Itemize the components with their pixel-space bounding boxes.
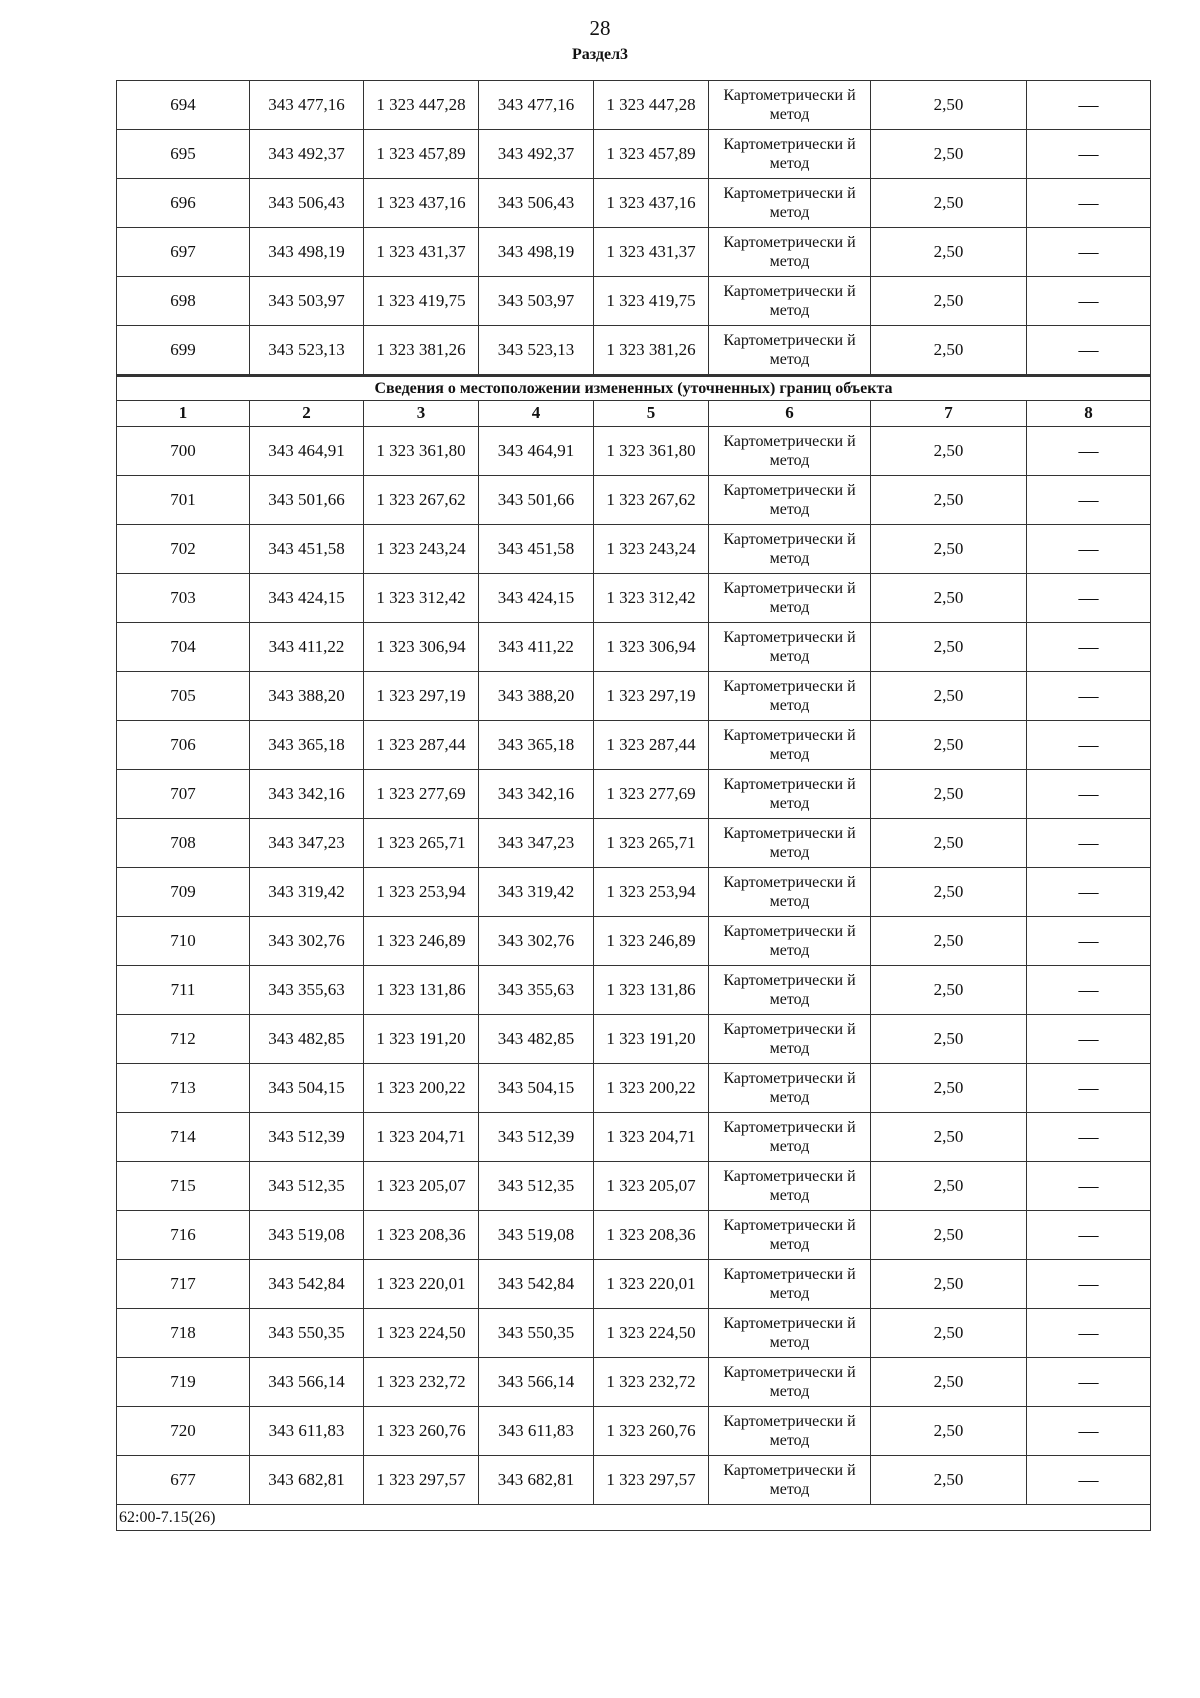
y-coordinate-cell: 1 323 267,62 xyxy=(364,476,479,525)
empty-dash-cell: — xyxy=(1027,1309,1151,1358)
point-number-cell: 697 xyxy=(117,228,250,277)
column-number: 6 xyxy=(709,401,871,427)
column-number: 4 xyxy=(479,401,594,427)
method-cell: Картометрически й метод xyxy=(709,228,871,277)
y-coordinate-cell: 1 323 205,07 xyxy=(364,1162,479,1211)
precision-cell: 2,50 xyxy=(871,966,1027,1015)
empty-dash-cell: — xyxy=(1027,868,1151,917)
y-coordinate-cell: 1 323 220,01 xyxy=(364,1260,479,1309)
method-cell: Картометрически й метод xyxy=(709,1162,871,1211)
x-coordinate-new-cell: 343 542,84 xyxy=(479,1260,594,1309)
x-coordinate-new-cell: 343 498,19 xyxy=(479,228,594,277)
table-row xyxy=(117,228,1151,277)
x-coordinate-new-cell: 343 411,22 xyxy=(479,623,594,672)
x-coordinate-cell: 343 566,14 xyxy=(250,1358,364,1407)
point-number-cell: 706 xyxy=(117,721,250,770)
precision-cell: 2,50 xyxy=(871,574,1027,623)
x-coordinate-new-cell: 343 503,97 xyxy=(479,277,594,326)
x-coordinate-cell: 343 388,20 xyxy=(250,672,364,721)
empty-dash-cell: — xyxy=(1027,672,1151,721)
empty-dash-cell: — xyxy=(1027,721,1151,770)
table-row xyxy=(117,1113,1151,1162)
point-number-cell: 698 xyxy=(117,277,250,326)
method-cell: Картометрически й метод xyxy=(709,1260,871,1309)
x-coordinate-cell: 343 355,63 xyxy=(250,966,364,1015)
table-row xyxy=(117,819,1151,868)
table-row xyxy=(117,1064,1151,1113)
empty-dash-cell: — xyxy=(1027,917,1151,966)
y-coordinate-cell: 1 323 232,72 xyxy=(364,1358,479,1407)
table-row xyxy=(117,277,1151,326)
x-coordinate-cell: 343 342,16 xyxy=(250,770,364,819)
x-coordinate-cell: 343 550,35 xyxy=(250,1309,364,1358)
point-number-cell: 714 xyxy=(117,1113,250,1162)
precision-cell: 2,50 xyxy=(871,130,1027,179)
table-row xyxy=(117,1309,1151,1358)
x-coordinate-cell: 343 347,23 xyxy=(250,819,364,868)
y-coordinate-new-cell: 1 323 457,89 xyxy=(594,130,709,179)
table-row xyxy=(117,1407,1151,1456)
empty-dash-cell: — xyxy=(1027,476,1151,525)
x-coordinate-new-cell: 343 506,43 xyxy=(479,179,594,228)
y-coordinate-cell: 1 323 131,86 xyxy=(364,966,479,1015)
y-coordinate-new-cell: 1 323 205,07 xyxy=(594,1162,709,1211)
y-coordinate-new-cell: 1 323 253,94 xyxy=(594,868,709,917)
precision-cell: 2,50 xyxy=(871,427,1027,476)
x-coordinate-new-cell: 343 424,15 xyxy=(479,574,594,623)
precision-cell: 2,50 xyxy=(871,672,1027,721)
y-coordinate-new-cell: 1 323 246,89 xyxy=(594,917,709,966)
precision-cell: 2,50 xyxy=(871,1260,1027,1309)
table-body-bottom xyxy=(117,427,1151,1505)
precision-cell: 2,50 xyxy=(871,326,1027,376)
method-cell: Картометрически й метод xyxy=(709,574,871,623)
point-number-cell: 717 xyxy=(117,1260,250,1309)
y-coordinate-cell: 1 323 287,44 xyxy=(364,721,479,770)
x-coordinate-cell: 343 464,91 xyxy=(250,427,364,476)
precision-cell: 2,50 xyxy=(871,819,1027,868)
x-coordinate-cell: 343 519,08 xyxy=(250,1211,364,1260)
x-coordinate-new-cell: 343 504,15 xyxy=(479,1064,594,1113)
table-row xyxy=(117,574,1151,623)
table-row xyxy=(117,1358,1151,1407)
point-number-cell: 704 xyxy=(117,623,250,672)
point-number-cell: 707 xyxy=(117,770,250,819)
x-coordinate-new-cell: 343 477,16 xyxy=(479,81,594,130)
x-coordinate-new-cell: 343 388,20 xyxy=(479,672,594,721)
precision-cell: 2,50 xyxy=(871,1407,1027,1456)
x-coordinate-new-cell: 343 501,66 xyxy=(479,476,594,525)
empty-dash-cell: — xyxy=(1027,1260,1151,1309)
y-coordinate-new-cell: 1 323 208,36 xyxy=(594,1211,709,1260)
precision-cell: 2,50 xyxy=(871,1358,1027,1407)
point-number-cell: 711 xyxy=(117,966,250,1015)
point-number-cell: 715 xyxy=(117,1162,250,1211)
table-row xyxy=(117,525,1151,574)
method-cell: Картометрически й метод xyxy=(709,1456,871,1505)
precision-cell: 2,50 xyxy=(871,228,1027,277)
x-coordinate-new-cell: 343 512,35 xyxy=(479,1162,594,1211)
column-number: 5 xyxy=(594,401,709,427)
table-row xyxy=(117,476,1151,525)
empty-dash-cell: — xyxy=(1027,130,1151,179)
x-coordinate-cell: 343 512,35 xyxy=(250,1162,364,1211)
x-coordinate-cell: 343 302,76 xyxy=(250,917,364,966)
precision-cell: 2,50 xyxy=(871,476,1027,525)
precision-cell: 2,50 xyxy=(871,1456,1027,1505)
y-coordinate-new-cell: 1 323 131,86 xyxy=(594,966,709,1015)
y-coordinate-new-cell: 1 323 447,28 xyxy=(594,81,709,130)
y-coordinate-new-cell: 1 323 306,94 xyxy=(594,623,709,672)
point-number-cell: 702 xyxy=(117,525,250,574)
y-coordinate-cell: 1 323 265,71 xyxy=(364,819,479,868)
y-coordinate-new-cell: 1 323 260,76 xyxy=(594,1407,709,1456)
x-coordinate-new-cell: 343 512,39 xyxy=(479,1113,594,1162)
method-cell: Картометрически й метод xyxy=(709,1211,871,1260)
y-coordinate-cell: 1 323 246,89 xyxy=(364,917,479,966)
point-number-cell: 718 xyxy=(117,1309,250,1358)
y-coordinate-cell: 1 323 312,42 xyxy=(364,574,479,623)
method-cell: Картометрически й метод xyxy=(709,326,871,376)
x-coordinate-cell: 343 365,18 xyxy=(250,721,364,770)
method-cell: Картометрически й метод xyxy=(709,427,871,476)
table-row xyxy=(117,917,1151,966)
y-coordinate-new-cell: 1 323 204,71 xyxy=(594,1113,709,1162)
empty-dash-cell: — xyxy=(1027,770,1151,819)
x-coordinate-cell: 343 523,13 xyxy=(250,326,364,376)
y-coordinate-new-cell: 1 323 381,26 xyxy=(594,326,709,376)
precision-cell: 2,50 xyxy=(871,525,1027,574)
coordinates-table xyxy=(116,80,1151,1531)
method-cell: Картометрически й метод xyxy=(709,277,871,326)
x-coordinate-cell: 343 682,81 xyxy=(250,1456,364,1505)
precision-cell: 2,50 xyxy=(871,1064,1027,1113)
table-row xyxy=(117,1162,1151,1211)
method-cell: Картометрически й метод xyxy=(709,1358,871,1407)
precision-cell: 2,50 xyxy=(871,868,1027,917)
column-number-row xyxy=(117,401,1151,427)
y-coordinate-cell: 1 323 243,24 xyxy=(364,525,479,574)
section-title: Раздел3 xyxy=(571,46,629,63)
precision-cell: 2,50 xyxy=(871,81,1027,130)
empty-dash-cell: — xyxy=(1027,179,1151,228)
x-coordinate-cell: 343 451,58 xyxy=(250,525,364,574)
empty-dash-cell: — xyxy=(1027,1358,1151,1407)
precision-cell: 2,50 xyxy=(871,1309,1027,1358)
document-sheet xyxy=(116,80,1150,1531)
y-coordinate-new-cell: 1 323 361,80 xyxy=(594,427,709,476)
point-number-cell: 699 xyxy=(117,326,250,376)
y-coordinate-new-cell: 1 323 267,62 xyxy=(594,476,709,525)
table-row xyxy=(117,623,1151,672)
method-cell: Картометрически й метод xyxy=(709,770,871,819)
precision-cell: 2,50 xyxy=(871,721,1027,770)
y-coordinate-cell: 1 323 361,80 xyxy=(364,427,479,476)
point-number-cell: 719 xyxy=(117,1358,250,1407)
y-coordinate-new-cell: 1 323 297,19 xyxy=(594,672,709,721)
x-coordinate-new-cell: 343 302,76 xyxy=(479,917,594,966)
method-cell: Картометрически й метод xyxy=(709,917,871,966)
x-coordinate-new-cell: 343 342,16 xyxy=(479,770,594,819)
table-row xyxy=(117,672,1151,721)
table-body-top xyxy=(117,81,1151,376)
method-cell: Картометрически й метод xyxy=(709,721,871,770)
point-number-cell: 703 xyxy=(117,574,250,623)
y-coordinate-new-cell: 1 323 297,57 xyxy=(594,1456,709,1505)
empty-dash-cell: — xyxy=(1027,574,1151,623)
y-coordinate-cell: 1 323 200,22 xyxy=(364,1064,479,1113)
y-coordinate-cell: 1 323 297,57 xyxy=(364,1456,479,1505)
page-number: 28 xyxy=(589,16,611,40)
table-row xyxy=(117,427,1151,476)
point-number-cell: 710 xyxy=(117,917,250,966)
point-number-cell: 709 xyxy=(117,868,250,917)
table-row xyxy=(117,81,1151,130)
table-row xyxy=(117,966,1151,1015)
x-coordinate-new-cell: 343 464,91 xyxy=(479,427,594,476)
y-coordinate-cell: 1 323 253,94 xyxy=(364,868,479,917)
x-coordinate-new-cell: 343 682,81 xyxy=(479,1456,594,1505)
empty-dash-cell: — xyxy=(1027,228,1151,277)
empty-dash-cell: — xyxy=(1027,1407,1151,1456)
y-coordinate-new-cell: 1 323 265,71 xyxy=(594,819,709,868)
column-number: 2 xyxy=(250,401,364,427)
x-coordinate-cell: 343 498,19 xyxy=(250,228,364,277)
empty-dash-cell: — xyxy=(1027,326,1151,376)
table-row xyxy=(117,179,1151,228)
x-coordinate-cell: 343 482,85 xyxy=(250,1015,364,1064)
x-coordinate-cell: 343 424,15 xyxy=(250,574,364,623)
point-number-cell: 700 xyxy=(117,427,250,476)
x-coordinate-cell: 343 542,84 xyxy=(250,1260,364,1309)
method-cell: Картометрически й метод xyxy=(709,1113,871,1162)
x-coordinate-cell: 343 512,39 xyxy=(250,1113,364,1162)
y-coordinate-new-cell: 1 323 419,75 xyxy=(594,277,709,326)
method-cell: Картометрически й метод xyxy=(709,1064,871,1113)
x-coordinate-cell: 343 503,97 xyxy=(250,277,364,326)
empty-dash-cell: — xyxy=(1027,427,1151,476)
precision-cell: 2,50 xyxy=(871,1113,1027,1162)
y-coordinate-new-cell: 1 323 312,42 xyxy=(594,574,709,623)
y-coordinate-cell: 1 323 457,89 xyxy=(364,130,479,179)
y-coordinate-cell: 1 323 419,75 xyxy=(364,277,479,326)
empty-dash-cell: — xyxy=(1027,1113,1151,1162)
point-number-cell: 701 xyxy=(117,476,250,525)
method-cell: Картометрически й метод xyxy=(709,525,871,574)
x-coordinate-new-cell: 343 451,58 xyxy=(479,525,594,574)
point-number-cell: 695 xyxy=(117,130,250,179)
point-number-cell: 708 xyxy=(117,819,250,868)
x-coordinate-cell: 343 501,66 xyxy=(250,476,364,525)
precision-cell: 2,50 xyxy=(871,917,1027,966)
method-cell: Картометрически й метод xyxy=(709,966,871,1015)
point-number-cell: 696 xyxy=(117,179,250,228)
y-coordinate-cell: 1 323 191,20 xyxy=(364,1015,479,1064)
y-coordinate-new-cell: 1 323 220,01 xyxy=(594,1260,709,1309)
y-coordinate-new-cell: 1 323 277,69 xyxy=(594,770,709,819)
y-coordinate-new-cell: 1 323 287,44 xyxy=(594,721,709,770)
table-row xyxy=(117,1015,1151,1064)
point-number-cell: 720 xyxy=(117,1407,250,1456)
method-cell: Картометрически й метод xyxy=(709,1309,871,1358)
x-coordinate-new-cell: 343 365,18 xyxy=(479,721,594,770)
empty-dash-cell: — xyxy=(1027,1162,1151,1211)
empty-dash-cell: — xyxy=(1027,623,1151,672)
method-cell: Картометрически й метод xyxy=(709,130,871,179)
point-number-cell: 716 xyxy=(117,1211,250,1260)
x-coordinate-new-cell: 343 492,37 xyxy=(479,130,594,179)
document-code: 62:00-7.15(26) xyxy=(117,1505,1151,1531)
x-coordinate-new-cell: 343 355,63 xyxy=(479,966,594,1015)
y-coordinate-new-cell: 1 323 243,24 xyxy=(594,525,709,574)
x-coordinate-cell: 343 611,83 xyxy=(250,1407,364,1456)
y-coordinate-new-cell: 1 323 232,72 xyxy=(594,1358,709,1407)
x-coordinate-cell: 343 492,37 xyxy=(250,130,364,179)
x-coordinate-new-cell: 343 566,14 xyxy=(479,1358,594,1407)
method-cell: Картометрически й метод xyxy=(709,476,871,525)
table-section-heading xyxy=(117,376,1151,427)
x-coordinate-cell: 343 319,42 xyxy=(250,868,364,917)
column-number: 7 xyxy=(871,401,1027,427)
column-number: 8 xyxy=(1027,401,1151,427)
x-coordinate-cell: 343 411,22 xyxy=(250,623,364,672)
precision-cell: 2,50 xyxy=(871,1015,1027,1064)
method-cell: Картометрически й метод xyxy=(709,1407,871,1456)
y-coordinate-cell: 1 323 277,69 xyxy=(364,770,479,819)
method-cell: Картометрически й метод xyxy=(709,623,871,672)
empty-dash-cell: — xyxy=(1027,81,1151,130)
table-row xyxy=(117,721,1151,770)
x-coordinate-cell: 343 506,43 xyxy=(250,179,364,228)
column-number: 1 xyxy=(117,401,250,427)
y-coordinate-new-cell: 1 323 224,50 xyxy=(594,1309,709,1358)
empty-dash-cell: — xyxy=(1027,525,1151,574)
y-coordinate-cell: 1 323 437,16 xyxy=(364,179,479,228)
y-coordinate-cell: 1 323 381,26 xyxy=(364,326,479,376)
method-cell: Картометрически й метод xyxy=(709,819,871,868)
y-coordinate-new-cell: 1 323 431,37 xyxy=(594,228,709,277)
x-coordinate-cell: 343 477,16 xyxy=(250,81,364,130)
empty-dash-cell: — xyxy=(1027,277,1151,326)
y-coordinate-cell: 1 323 297,19 xyxy=(364,672,479,721)
point-number-cell: 694 xyxy=(117,81,250,130)
method-cell: Картометрически й метод xyxy=(709,1015,871,1064)
y-coordinate-cell: 1 323 204,71 xyxy=(364,1113,479,1162)
point-number-cell: 677 xyxy=(117,1456,250,1505)
y-coordinate-cell: 1 323 447,28 xyxy=(364,81,479,130)
x-coordinate-new-cell: 343 319,42 xyxy=(479,868,594,917)
empty-dash-cell: — xyxy=(1027,1211,1151,1260)
y-coordinate-new-cell: 1 323 191,20 xyxy=(594,1015,709,1064)
empty-dash-cell: — xyxy=(1027,966,1151,1015)
section-heading: Сведения о местоположении измененных (уточненных) границ объекта xyxy=(117,376,1151,401)
x-coordinate-new-cell: 343 550,35 xyxy=(479,1309,594,1358)
table-row xyxy=(117,770,1151,819)
precision-cell: 2,50 xyxy=(871,277,1027,326)
method-cell: Картометрически й метод xyxy=(709,81,871,130)
y-coordinate-new-cell: 1 323 200,22 xyxy=(594,1064,709,1113)
precision-cell: 2,50 xyxy=(871,1162,1027,1211)
method-cell: Картометрически й метод xyxy=(709,179,871,228)
y-coordinate-cell: 1 323 260,76 xyxy=(364,1407,479,1456)
empty-dash-cell: — xyxy=(1027,1456,1151,1505)
x-coordinate-cell: 343 504,15 xyxy=(250,1064,364,1113)
empty-dash-cell: — xyxy=(1027,819,1151,868)
y-coordinate-new-cell: 1 323 437,16 xyxy=(594,179,709,228)
x-coordinate-new-cell: 343 611,83 xyxy=(479,1407,594,1456)
empty-dash-cell: — xyxy=(1027,1064,1151,1113)
precision-cell: 2,50 xyxy=(871,179,1027,228)
table-row xyxy=(117,1456,1151,1505)
x-coordinate-new-cell: 343 523,13 xyxy=(479,326,594,376)
empty-dash-cell: — xyxy=(1027,1015,1151,1064)
y-coordinate-cell: 1 323 224,50 xyxy=(364,1309,479,1358)
table-row xyxy=(117,1260,1151,1309)
table-row xyxy=(117,1211,1151,1260)
y-coordinate-cell: 1 323 208,36 xyxy=(364,1211,479,1260)
precision-cell: 2,50 xyxy=(871,770,1027,819)
column-number: 3 xyxy=(364,401,479,427)
y-coordinate-cell: 1 323 306,94 xyxy=(364,623,479,672)
point-number-cell: 712 xyxy=(117,1015,250,1064)
table-row xyxy=(117,326,1151,376)
precision-cell: 2,50 xyxy=(871,1211,1027,1260)
precision-cell: 2,50 xyxy=(871,623,1027,672)
x-coordinate-new-cell: 343 482,85 xyxy=(479,1015,594,1064)
point-number-cell: 713 xyxy=(117,1064,250,1113)
x-coordinate-new-cell: 343 519,08 xyxy=(479,1211,594,1260)
table-row xyxy=(117,868,1151,917)
method-cell: Картометрически й метод xyxy=(709,672,871,721)
x-coordinate-new-cell: 343 347,23 xyxy=(479,819,594,868)
method-cell: Картометрически й метод xyxy=(709,868,871,917)
point-number-cell: 705 xyxy=(117,672,250,721)
y-coordinate-cell: 1 323 431,37 xyxy=(364,228,479,277)
table-row xyxy=(117,130,1151,179)
